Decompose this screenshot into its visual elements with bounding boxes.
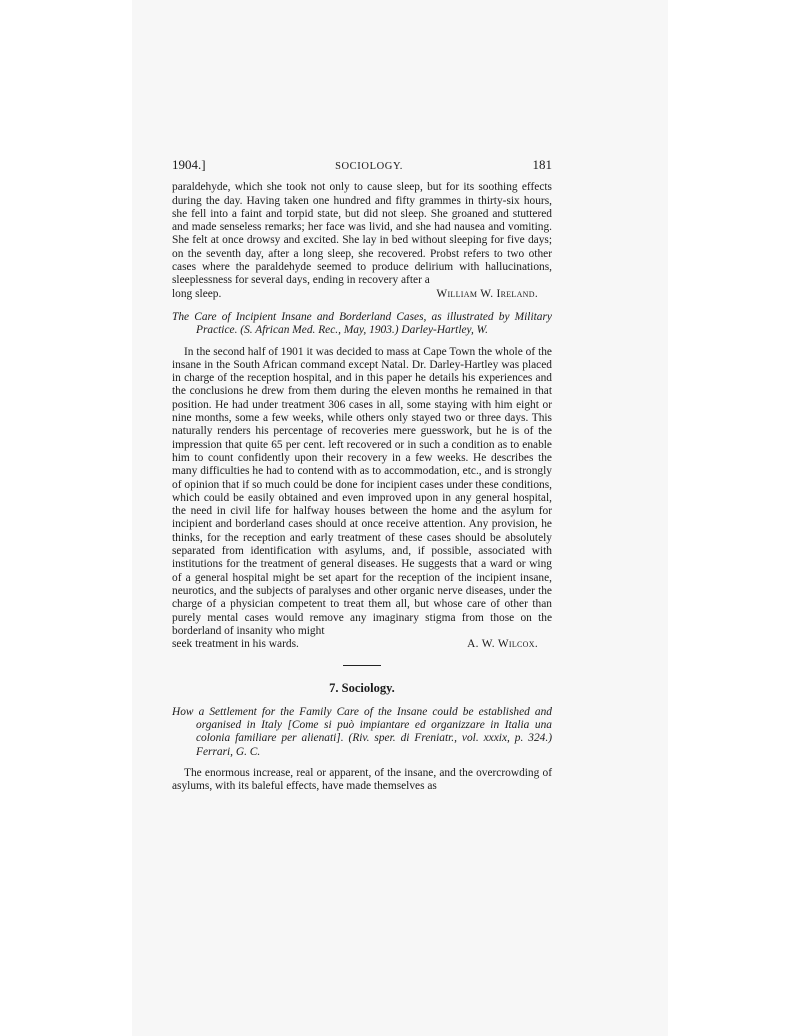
section-heading: 7. Sociology. <box>329 681 395 696</box>
header-title: SOCIOLOGY. <box>335 161 404 172</box>
article-citation-darley-hartley: The Care of Incipient Insane and Borderland Cases, as illustrated by Military Practice. (S. African Med. Rec., May, 1903.) Darley-Hartley, W. <box>172 310 552 337</box>
paragraph-overcrowding: The enormous increase, real or apparent, of the insane, and the overcrowding of asylums, with its baleful effects, have made themselves as <box>172 766 552 793</box>
signature-line-wilcox <box>172 638 552 651</box>
paragraph-end: seek treatment in his wards. <box>172 638 299 651</box>
header-year: 1904.] <box>172 157 206 172</box>
section-divider <box>343 665 381 666</box>
author-signature-wilcox: A. W. Wilcox. <box>467 638 538 651</box>
signature-line-ireland <box>172 288 552 301</box>
paragraph-cape-town: In the second half of 1901 it was decided to mass at Cape Town the whole of the insane in the South African command except Natal. Dr. Darley-Hartley was placed in charge of the reception hospital, and in this paper he details his experiences and the conclusions he drew from them during the eleven months he remained in that position. He had under treatment 306 cases in all, some staying with him eight or nine months, some a few weeks, while others only stayed two or three days. This naturally renders his percentage of recoveries mere guesswork, but he is of the impression that quite 65 per cent. left recovered or in such a condition as to enable him to count confidently upon their recovery in a few weeks. He describes the many difficulties he had to contend with as to accommodation, etc., and is strongly of opinion that if so much could be done for incipient cases under these conditions, which could be easily obtained and even improved upon in any general hospital, the need in civil life for halfway houses between the home and the asylum for incipient and borderland cases should at once receive attention. Any provision, he thinks, for the reception and early treatment of these cases should be absolutely separated from identification with asylums, and, if possible, associated with institutions for the treatment of general diseases. He suggests that a ward or wing of a general hospital might be set apart for the reception of the incipient insane, neurotics, and the subjects of paralyses and other organic nerve diseases, under the charge of a physician competent to treat them all, but whose care of other than purely mental cases would remove any imaginary stigma from those on the borderland of insanity who might <box>172 345 552 637</box>
page-content <box>172 158 552 793</box>
article-citation-ferrari: How a Settlement for the Family Care of the Insane could be established and organised in Italy [Come si può impiantare ed organizzare in Italia una colonia familiare per alienati]. (Riv. sper. di Freniatr., vol. xxxix, p. 324.) Ferrari, G. C. <box>172 705 552 758</box>
paragraph-end: long sleep. <box>172 287 222 300</box>
page-number: 181 <box>532 157 552 172</box>
running-head <box>172 158 552 173</box>
paragraph-paraldehyde: paraldehyde, which she took not only to cause sleep, but for its soothing effects during the day. Having taken one hundred and fifty grammes in thirty-six hours, she fell into a faint and torpid state, but did not sleep. She groaned and stuttered and made senseless remarks; her face was livid, and she had nausea and vomiting. She felt at once drowsy and excited. She lay in bed without sleeping for five days; on the seventh day, after a long sleep, she recovered. Probst refers to two other cases where the paraldehyde seemed to produce delirium with hallucinations, sleeplessness for several days, ending in recovery after a <box>172 181 552 287</box>
author-signature-ireland: William W. Ireland. <box>436 287 538 300</box>
